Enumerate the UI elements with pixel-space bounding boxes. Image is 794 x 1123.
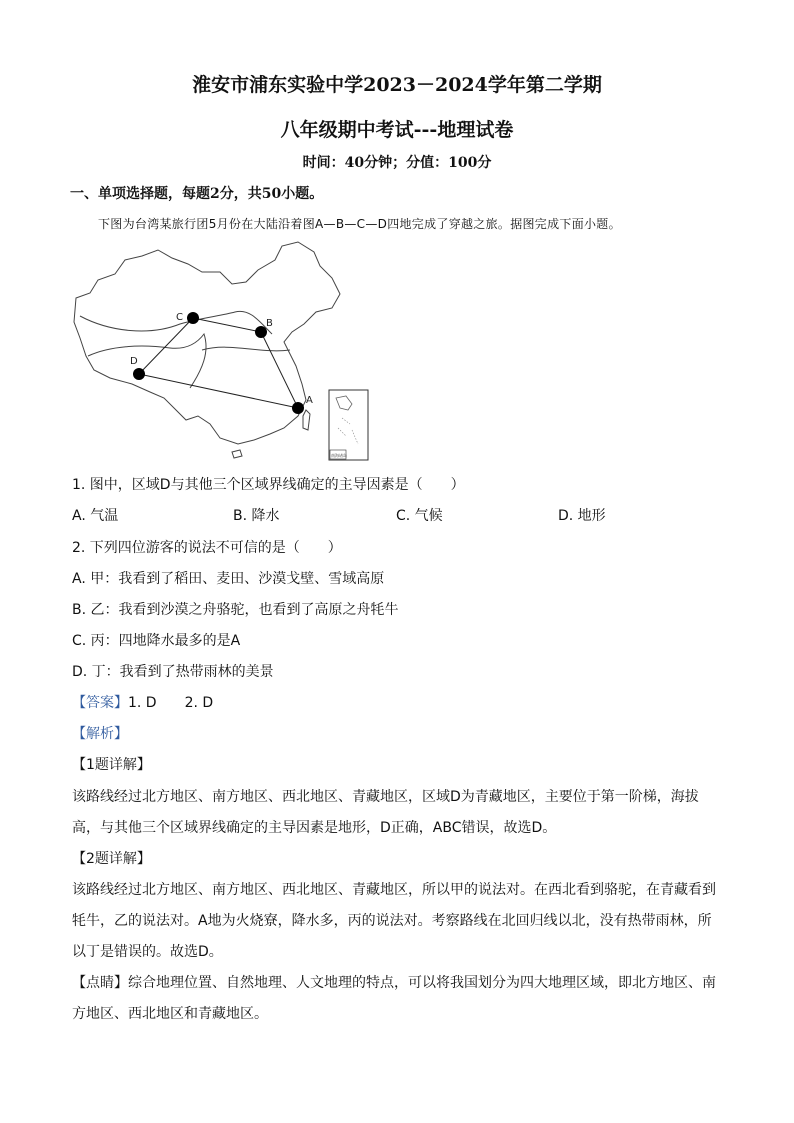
q1-option-b[interactable]: B. 降水 — [233, 508, 280, 524]
exam-title-line1: 淮安市浦东实验中学2023－2024学年第二学期 — [192, 74, 602, 96]
time-score-info: 时间：40分钟；分值：100分 — [302, 155, 492, 171]
answer-row — [72, 692, 213, 712]
question-1-stem: 1. 图中，区域D与其他三个区域界线确定的主导因素是（ ） — [72, 477, 465, 493]
q2-option-c[interactable]: C. 丙：四地降水最多的是A — [72, 633, 241, 649]
china-route-map — [70, 238, 370, 463]
inset-caption: 南海诸岛 — [331, 453, 347, 458]
tip-line-1: 综合地理位置、自然地理、人文地理的特点，可以将我国划分为四大地理区域，即北方地区、南 — [128, 975, 716, 991]
section-heading: 一、单项选择题，每题2分，共50小题。 — [70, 186, 324, 202]
question-intro: 下图为台湾某旅行团5月份在大陆沿着图A—B—C—D四地完成了穿越之旅。据图完成下面小题。 — [98, 217, 621, 231]
q2-option-a[interactable]: A. 甲：我看到了稻田、麦田、沙漠戈壁、雪域高原 — [72, 571, 385, 587]
detail-1-line-1: 该路线经过北方地区、南方地区、西北地区、青藏地区，区域D为青藏地区，主要位于第一阶梯，海拔 — [72, 789, 699, 805]
china-outline — [74, 242, 340, 444]
point-a — [292, 402, 304, 414]
label-b: B — [266, 318, 273, 329]
analysis-label: 【解析】 — [72, 726, 128, 742]
q1-option-d[interactable]: D. 地形 — [558, 508, 606, 524]
tip-row — [72, 972, 716, 992]
detail-2-line-2: 牦牛，乙的说法对。A地为火烧寮，降水多，丙的说法对。考察路线在北回归线以北，没有热带雨林，所 — [72, 913, 712, 929]
answer-label: 【答案】 — [72, 695, 128, 711]
question-2-stem: 2. 下列四位游客的说法不可信的是（ ） — [72, 540, 342, 556]
detail-1-line-2: 高，与其他三个区域界线确定的主导因素是地形，D正确，ABC错误，故选D。 — [72, 820, 557, 836]
q1-option-c[interactable]: C. 气候 — [396, 508, 443, 524]
detail-2-line-3: 以丁是错误的。故选D。 — [72, 944, 223, 960]
q2-option-b[interactable]: B. 乙：我看到沙漠之舟骆驼，也看到了高原之舟牦牛 — [72, 602, 399, 618]
label-c: C — [176, 312, 183, 323]
answer-text: 1. D 2. D — [128, 695, 214, 711]
point-c — [187, 312, 199, 324]
label-d: D — [130, 356, 138, 367]
south-china-sea-inset — [329, 390, 368, 460]
q2-option-d[interactable]: D. 丁：我看到了热带雨林的美景 — [72, 664, 274, 680]
detail-1-label: 【1题详解】 — [72, 757, 151, 773]
label-a: A — [306, 395, 313, 406]
exam-title-line2: 八年级期中考试---地理试卷 — [280, 119, 514, 141]
detail-2-label: 【2题详解】 — [72, 851, 151, 867]
q1-option-a[interactable]: A. 气温 — [72, 508, 119, 524]
point-d — [133, 368, 145, 380]
tip-label: 【点睛】 — [72, 975, 128, 991]
taiwan-outline — [303, 410, 310, 430]
tip-line-2: 方地区、西北地区和青藏地区。 — [72, 1006, 268, 1022]
detail-2-line-1: 该路线经过北方地区、南方地区、西北地区、青藏地区，所以甲的说法对。在西北看到骆驼，在青藏看到 — [72, 882, 716, 898]
